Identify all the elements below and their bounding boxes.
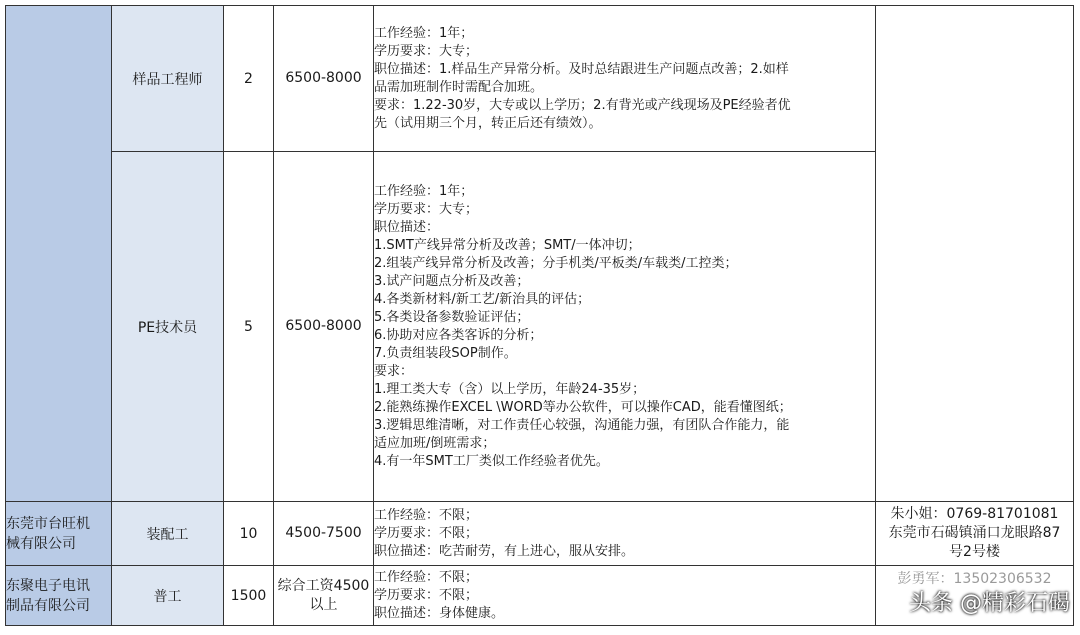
position-cell: 普工	[112, 566, 224, 626]
salary-cell	[274, 566, 374, 626]
description-line: 2.能熟练操作EXCEL \WORD等办公软件，可以操作CAD，能看懂图纸；	[374, 399, 792, 415]
contact-line: 东莞市石碣镇涌口龙眼路87	[888, 525, 1061, 541]
description-line: 工作经验：1年；	[374, 25, 474, 41]
salary-cell: 6500-8000	[274, 152, 374, 502]
description-line: 4.各类新材料/新工艺/新治具的评估；	[374, 291, 591, 307]
contact-line: 彭勇军：13502306532	[897, 571, 1052, 587]
salary-cell: 4500-7500	[274, 502, 374, 566]
salary-line: 综合工资4500	[277, 577, 370, 594]
position-cell: 样品工程师	[112, 6, 224, 152]
salary-cell: 6500-8000	[274, 6, 374, 152]
description-line: 3.逻辑思维清晰，对工作责任心较强，沟通能力强，有团队合作能力，能	[374, 417, 790, 433]
description-line: 4.有一年SMT工厂类似工作经验者优先。	[374, 453, 609, 469]
description-line: 3.试产问题点分析及改善；	[374, 273, 530, 289]
position-cell: 装配工	[112, 502, 224, 566]
description-line: 学历要求：不限；	[374, 525, 479, 541]
contact-line: 号2号楼	[949, 544, 1000, 560]
description-line: 工作经验：1年；	[374, 183, 474, 199]
headcount-cell: 10	[224, 502, 274, 566]
description-line: 工作经验：不限；	[374, 569, 479, 585]
description-line: 6.协助对应各类客诉的分析；	[374, 327, 543, 343]
description-line: 学历要求：大专；	[374, 43, 479, 59]
description-line: 5.各类设备参数验证评估；	[374, 309, 530, 325]
watermark: 头条 @精彩石碣	[909, 591, 1070, 616]
company-name-line: 东莞市台旺机	[6, 515, 90, 532]
contact-cell	[876, 6, 1074, 502]
description-line: 学历要求：不限；	[374, 587, 479, 603]
salary-line: 以上	[309, 596, 338, 613]
description-line: 职位描述：1.样品生产异常分析。及时总结跟进生产问题点改善；2.如样	[374, 61, 789, 77]
job-description-cell	[374, 152, 876, 502]
headcount-cell: 2	[224, 6, 274, 152]
company-name-line: 东聚电子电讯	[6, 577, 90, 594]
job-description-cell	[374, 502, 876, 566]
contact-line: 朱小姐：0769-81701081	[890, 506, 1059, 522]
table-row	[6, 502, 1074, 566]
company-name-line: 械有限公司	[6, 535, 76, 552]
description-line: 1.理工类大专（含）以上学历，年龄24-35岁；	[374, 381, 646, 397]
headcount-cell: 1500	[224, 566, 274, 626]
description-line: 1.SMT产线异常分析及改善；SMT/一体冲切；	[374, 237, 641, 253]
description-line: 品需加班制作时需配合加班。	[374, 79, 544, 95]
description-line: 要求：	[374, 363, 414, 379]
description-line: 要求：1.22-30岁，大专或以上学历；2.有背光或产线现场及PE经验者优	[374, 97, 791, 113]
position-cell: PE技术员	[112, 152, 224, 502]
description-line: 2.组装产线异常分析及改善；分手机类/平板类/车载类/工控类；	[374, 255, 738, 271]
description-line: 工作经验：不限；	[374, 507, 479, 523]
company-cell	[6, 502, 112, 566]
company-cell	[6, 566, 112, 626]
description-line: 先（试用期三个月，转正后还有绩效）。	[374, 115, 602, 131]
description-line: 职位描述：身体健康。	[374, 605, 505, 621]
company-cell	[6, 6, 112, 502]
description-line: 适应加班/倒班需求；	[374, 435, 496, 451]
description-line: 学历要求：大专；	[374, 201, 479, 217]
headcount-cell: 5	[224, 152, 274, 502]
description-line: 职位描述：吃苦耐劳，有上进心，服从安排。	[374, 543, 635, 559]
job-listing-table	[5, 5, 1074, 626]
company-name-line: 制品有限公司	[6, 597, 90, 614]
table-row	[6, 6, 1074, 152]
contact-cell	[876, 502, 1074, 566]
description-line: 职位描述：	[374, 219, 440, 235]
job-description-cell	[374, 566, 876, 626]
job-description-cell	[374, 6, 876, 152]
description-line: 7.负责组装段SOP制作。	[374, 345, 517, 361]
